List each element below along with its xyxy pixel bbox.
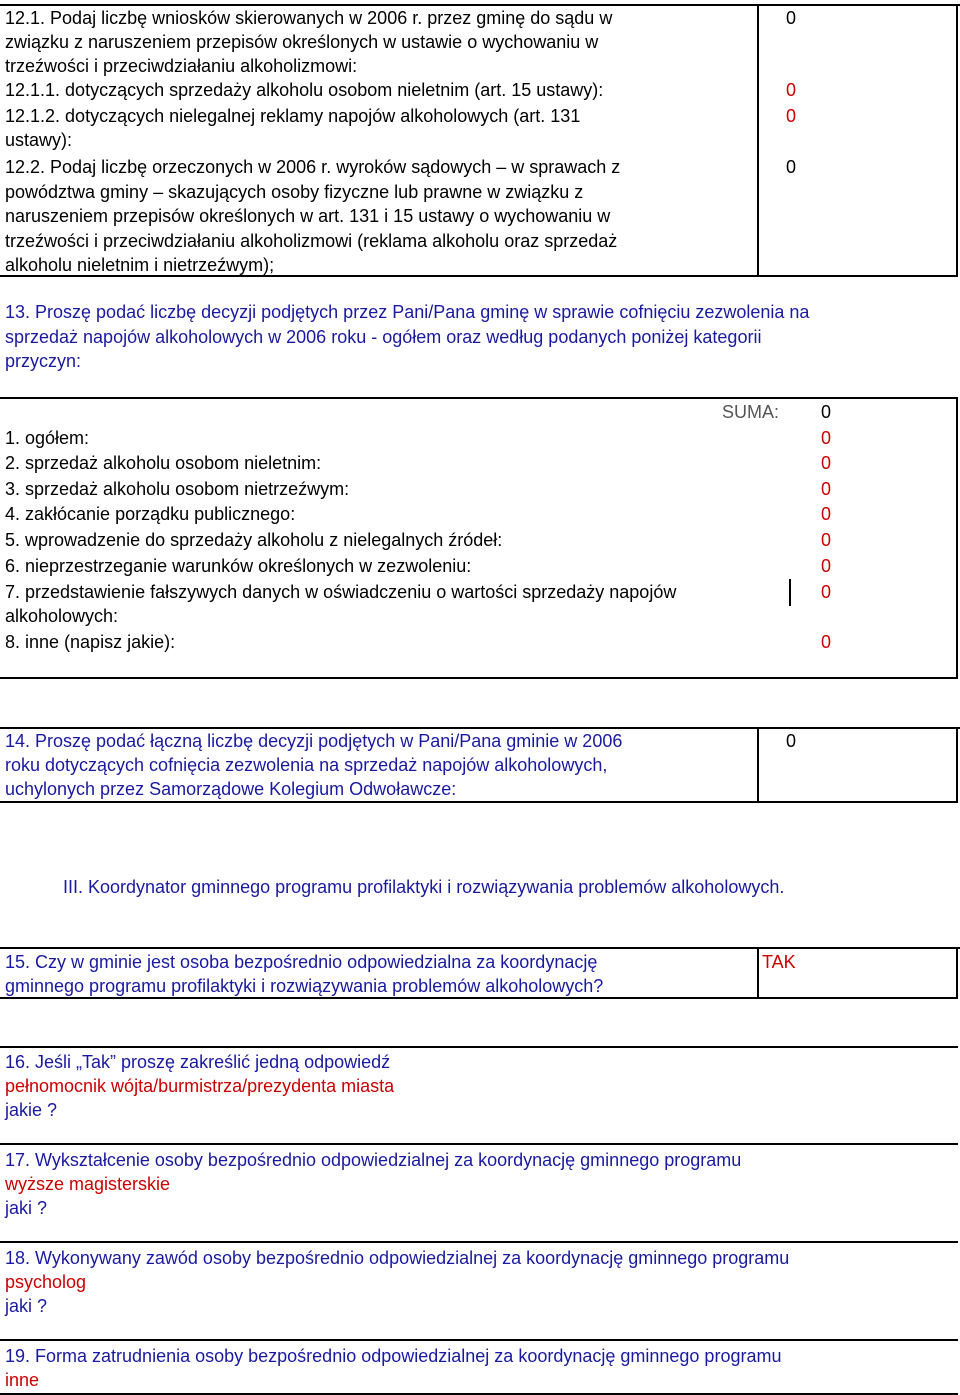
q17-answer: wyższe magisterskie — [5, 1174, 171, 1194]
q13-item-label: 4. zakłócanie porządku publicznego: — [5, 504, 296, 524]
q18-border-top — [0, 1241, 958, 1243]
q13-item-value: 0 — [821, 479, 832, 499]
q18-question: 18. Wykonywany zawód osoby bezpośrednio odpowiedzialnej za koordynację gminnego programu — [5, 1248, 790, 1268]
q14-question-line-2: roku dotyczących cofnięcia zezwolenia na sprzedaż napojów alkoholowych, — [5, 755, 608, 775]
q13-item-label: 8. inne (napisz jakie): — [5, 632, 176, 652]
q19-border-top — [0, 1339, 958, 1341]
q14-column-divider — [757, 727, 759, 803]
q13-item-label: 6. nieprzestrzeganie warunków określonych w zezwoleniu: — [5, 556, 472, 576]
q18-answer: psycholog — [5, 1272, 87, 1292]
q13-item-label: 3. sprzedaż alkoholu osobom nietrzeźwym: — [5, 479, 350, 499]
q15-column-divider — [757, 947, 759, 999]
q14-border-right — [956, 727, 958, 803]
q15-answer: TAK — [762, 952, 796, 972]
q13-item-label: 7. przedstawienie fałszywych danych w oświadczeniu o wartości sprzedaży napojów — [5, 582, 677, 602]
q18-followup: jaki ? — [5, 1296, 48, 1316]
q13-question-line-3: przyczyn: — [5, 351, 82, 371]
q12-2-line-4: trzeźwości i przeciwdziałaniu alkoholizmowi (reklama alkoholu oraz sprzedaż — [5, 231, 618, 251]
q12-1-1-value: 0 — [786, 80, 797, 100]
q13-item-value: 0 — [821, 530, 832, 550]
q13-table-bottom — [0, 677, 958, 679]
q13-item-label: 5. wprowadzenie do sprzedaży alkoholu z nielegalnych źródeł: — [5, 530, 503, 550]
section-3-title: III. Koordynator gminnego programu profilaktyki i rozwiązywania problemów alkoholowych. — [63, 877, 785, 897]
q13-item-label: 1. ogółem: — [5, 428, 90, 448]
q17-border-top — [0, 1143, 958, 1145]
q12-1-value: 0 — [786, 8, 797, 28]
suma-value: 0 — [821, 402, 832, 422]
table-border-right — [956, 4, 958, 277]
q13-question-line-1: 13. Proszę podać liczbę decyzji podjętych przez Pani/Pana gminę w sprawie cofnięciu zezwolenia na — [5, 302, 810, 322]
q12-1-2-line-2: ustawy): — [5, 130, 73, 150]
q13-item-label: 2. sprzedaż alkoholu osobom nieletnim: — [5, 453, 322, 473]
q16-question: 16. Jeśli „Tak” proszę zakreślić jedną odpowiedź — [5, 1052, 391, 1072]
q14-value: 0 — [786, 731, 797, 751]
q12-1-1-text: 12.1.1. dotyczących sprzedaży alkoholu osobom nieletnim (art. 15 ustawy): — [5, 80, 604, 100]
q13-item-label-2: alkoholowych: — [5, 606, 119, 626]
q12-1-2-line-1: 12.1.2. dotyczących nielegalnej reklamy napojów alkoholowych (art. 131 — [5, 106, 581, 126]
q15-border-right — [956, 947, 958, 999]
q14-question-line-1: 14. Proszę podać łączną liczbę decyzji podjętych w Pani/Pana gminie w 2006 — [5, 731, 623, 751]
q13-table-top — [0, 397, 958, 399]
q12-1-line-3: trzeźwości i przeciwdziałaniu alkoholizmowi: — [5, 56, 358, 76]
q13-item-value: 0 — [821, 582, 832, 602]
q13-item-value: 0 — [821, 556, 832, 576]
q12-2-line-2: powództwa gminy – skazujących osoby fizyczne lub prawne w związku z — [5, 182, 584, 202]
q12-2-line-5: alkoholu nieletnim i nietrzeźwym); — [5, 255, 275, 275]
q14-border-bottom — [0, 801, 958, 803]
q12-1-2-value: 0 — [786, 106, 797, 126]
q12-2-value: 0 — [786, 157, 797, 177]
q13-item-value: 0 — [821, 428, 832, 448]
q16-followup: jakie ? — [5, 1100, 58, 1120]
q15-question-line-1: 15. Czy w gminie jest osoba bezpośrednio odpowiedzialna za koordynację — [5, 952, 598, 972]
q15-question-line-2: gminnego programu profilaktyki i rozwiązywania problemów alkoholowych? — [5, 976, 604, 996]
q13-item-value: 0 — [821, 504, 832, 524]
q13-item-value: 0 — [821, 632, 832, 652]
q19-answer: inne — [5, 1370, 40, 1390]
q12-1-line-1: 12.1. Podaj liczbę wniosków skierowanych w 2006 r. przez gminę do sądu w — [5, 8, 613, 28]
q16-answer: pełnomocnik wójta/burmistrza/prezydenta miasta — [5, 1076, 395, 1096]
q14-question-line-3: uchylonych przez Samorządowe Kolegium Odwoławcze: — [5, 779, 457, 799]
q17-question: 17. Wykształcenie osoby bezpośrednio odpowiedzialnej za koordynację gminnego programu — [5, 1150, 742, 1170]
suma-label: SUMA: — [722, 402, 780, 422]
table-column-divider — [757, 4, 759, 277]
q13-item7-divider — [789, 579, 791, 606]
q13-table-right — [956, 397, 958, 679]
q15-border-top — [0, 947, 960, 949]
q12-1-line-2: związku z naruszeniem przepisów określonych w ustawie o wychowaniu w — [5, 32, 599, 52]
q12-2-line-1: 12.2. Podaj liczbę orzeczonych w 2006 r. wyroków sądowych – w sprawach z — [5, 157, 621, 177]
q13-item-value: 0 — [821, 453, 832, 473]
q17-followup: jaki ? — [5, 1198, 48, 1218]
q12-2-line-3: naruszeniem przepisów określonych w art. 131 i 15 ustawy o wychowaniu w — [5, 206, 611, 226]
q19-question: 19. Forma zatrudnienia osoby bezpośrednio odpowiedzialnej za koordynację gminnego programu — [5, 1346, 782, 1366]
q16-border-top — [0, 1046, 958, 1048]
q13-question-line-2: sprzedaż napojów alkoholowych w 2006 roku - ogółem oraz według podanych poniżej kategorii — [5, 327, 762, 347]
